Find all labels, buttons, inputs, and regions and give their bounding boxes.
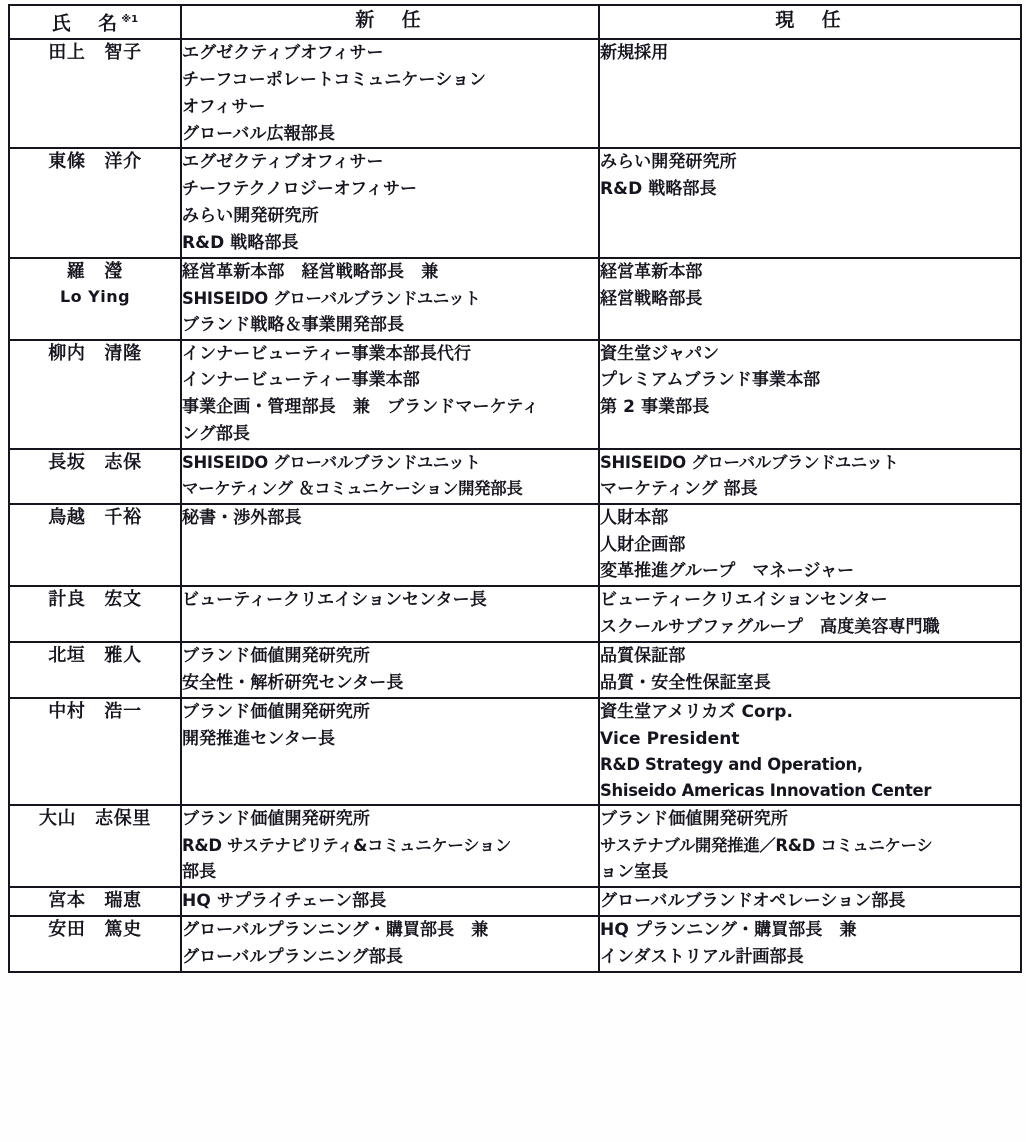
- person-name-japanese: 宮本 瑞恵: [48, 889, 142, 911]
- position-line: SHISEIDO グローバルブランドユニット: [182, 452, 481, 472]
- position-line: みらい開発研究所: [182, 206, 319, 227]
- person-name-japanese: 北垣 雅人: [48, 645, 142, 667]
- current-position-cell: [599, 698, 1021, 806]
- position-line: 事業企画・管理部長 兼 ブランドマーケティ: [182, 397, 540, 418]
- position-line: 経営戦略部長: [600, 288, 703, 309]
- column-header-new-position: [181, 5, 599, 39]
- position-line: エグゼクティブオフィサー: [182, 152, 384, 173]
- position-line: R&D 戦略部長: [600, 179, 717, 200]
- new-position-cell: [181, 642, 599, 698]
- position-line: HQ サプライチェーン部長: [182, 890, 387, 911]
- position-line: 品質・安全性保証室長: [600, 672, 771, 693]
- position-line: チーフテクノロジーオフィサー: [182, 179, 418, 200]
- position-line: 資生堂ジャパン: [600, 343, 720, 364]
- position-line: 第 2 事業部長: [600, 397, 710, 418]
- person-name-cell: [9, 916, 181, 972]
- current-position-cell: [599, 504, 1021, 587]
- table-row: [9, 148, 1021, 257]
- position-line: Vice President: [600, 728, 740, 749]
- new-position-cell: [181, 887, 599, 916]
- position-line: 新規採用: [600, 43, 669, 63]
- personnel-table: [8, 4, 1022, 973]
- position-line: 経営革新本部: [600, 261, 703, 282]
- position-line: ブランド価値開発研究所: [182, 646, 370, 667]
- person-name-cell: [9, 805, 181, 887]
- position-line: プレミアムブランド事業本部: [600, 370, 821, 391]
- current-position-cell: [599, 887, 1021, 916]
- person-name-cell: [9, 504, 181, 587]
- position-line: 安全性・解析研究センター長: [182, 672, 404, 693]
- new-position-cell: [181, 340, 599, 449]
- position-line: SHISEIDO グローバルブランドユニット: [600, 452, 899, 472]
- position-line: ョン室長: [600, 862, 669, 883]
- position-line: 変革推進グループ マネージャー: [600, 561, 855, 582]
- position-line: ブランド価値開発研究所: [600, 809, 788, 830]
- position-line: 人財企画部: [600, 534, 686, 555]
- position-line: グローバルプランニング部長: [182, 946, 403, 967]
- new-position-cell: [181, 916, 599, 972]
- person-name-japanese: 大山 志保里: [38, 808, 152, 830]
- table-header: [9, 5, 1021, 39]
- table-row: [9, 449, 1021, 504]
- position-line: 秘書・渉外部長: [182, 507, 302, 528]
- table-row: [9, 887, 1021, 916]
- column-header-name: [9, 5, 181, 39]
- new-position-cell: [181, 258, 599, 340]
- position-line: 品質保証部: [600, 646, 686, 667]
- person-name-cell: [9, 258, 181, 340]
- position-line: SHISEIDO グローバルブランドユニット: [182, 288, 481, 308]
- position-line: マーケティング 部長: [600, 478, 758, 499]
- person-name-cell: [9, 642, 181, 698]
- person-name-cell: [9, 340, 181, 449]
- position-line: グローバル広報部長: [182, 123, 335, 144]
- person-name-japanese: 鳥越 千裕: [48, 506, 142, 528]
- position-line: R&D 戦略部長: [182, 233, 299, 254]
- table-row: [9, 39, 1021, 148]
- person-name-japanese: 安田 篤史: [48, 918, 142, 940]
- position-line: マーケティング ＆コミュニケーション開発部長: [182, 478, 523, 498]
- person-name-japanese: 計良 宏文: [48, 589, 142, 611]
- footnote-marker: ※1: [121, 14, 139, 25]
- person-name-romaji: Lo Ying: [59, 286, 131, 306]
- person-name-cell: [9, 887, 181, 916]
- position-line: ブランド価値開発研究所: [182, 701, 370, 722]
- position-line: HQ プランニング・購買部長 兼: [600, 919, 857, 940]
- position-line: ビューティークリエイションセンター長: [182, 590, 487, 611]
- table-body: [9, 39, 1021, 972]
- position-line: 資生堂アメリカズ Corp.: [600, 701, 794, 722]
- current-position-cell: [599, 340, 1021, 449]
- position-line: チーフコーポレートコミュニケーション: [182, 69, 487, 90]
- position-line: R&D サステナビリティ&コミュニケーション: [182, 836, 512, 856]
- current-position-cell: [599, 586, 1021, 642]
- new-position-cell: [181, 148, 599, 257]
- table-row: [9, 642, 1021, 698]
- position-line: グローバルブランドオペレーション部長: [600, 890, 906, 911]
- table-row: [9, 586, 1021, 642]
- table-row: [9, 698, 1021, 806]
- position-line: インナービューティー事業本部長代行: [182, 343, 472, 364]
- new-position-cell: [181, 698, 599, 806]
- position-line: グローバルプランニング・購買部長 兼: [182, 919, 489, 940]
- position-line: インナービューティー事業本部: [182, 370, 420, 391]
- position-line: Shiseido Americas Innovation Center: [600, 781, 932, 801]
- current-position-cell: [599, 805, 1021, 887]
- position-line: スクールサブファグループ 高度美容専門職: [600, 617, 940, 638]
- position-line: 経営革新本部 経営戦略部長 兼: [182, 261, 439, 282]
- new-position-cell: [181, 805, 599, 887]
- position-line: オフィサー: [182, 96, 266, 117]
- person-name-japanese: 東條 洋介: [48, 151, 142, 173]
- column-header-current-position: [599, 5, 1021, 39]
- column-header-new-position-label: 新 任: [355, 9, 425, 31]
- new-position-cell: [181, 504, 599, 587]
- position-line: 開発推進センター長: [182, 728, 336, 749]
- person-name-cell: [9, 698, 181, 806]
- position-line: 人財本部: [600, 507, 669, 528]
- position-line: ブランド戦略＆事業開発部長: [182, 314, 405, 335]
- new-position-cell: [181, 586, 599, 642]
- position-line: インダストリアル計画部長: [600, 946, 804, 967]
- person-name-cell: [9, 449, 181, 504]
- position-line: ビューティークリエイションセンター: [600, 590, 888, 611]
- new-position-cell: [181, 39, 599, 148]
- column-header-name-label: 氏 名: [51, 12, 122, 35]
- position-line: サステナブル開発推進／R&D コミュニケーシ: [600, 836, 933, 856]
- person-name-japanese: 羅 瀅: [66, 260, 124, 282]
- current-position-cell: [599, 449, 1021, 504]
- current-position-cell: [599, 258, 1021, 340]
- current-position-cell: [599, 148, 1021, 257]
- position-line: みらい開発研究所: [600, 152, 737, 173]
- person-name-japanese: 長坂 志保: [48, 451, 142, 473]
- current-position-cell: [599, 642, 1021, 698]
- person-name-japanese: 中村 浩一: [48, 700, 142, 722]
- position-line: 部長: [182, 862, 217, 883]
- table-row: [9, 504, 1021, 587]
- person-name-cell: [9, 586, 181, 642]
- position-line: ング部長: [182, 424, 250, 445]
- table-row: [9, 916, 1021, 972]
- position-line: エグゼクティブオフィサー: [182, 43, 384, 63]
- person-name-cell: [9, 39, 181, 148]
- column-header-current-position-label: 現 任: [775, 9, 845, 31]
- header-row: [9, 5, 1021, 39]
- new-position-cell: [181, 449, 599, 504]
- person-name-cell: [9, 148, 181, 257]
- table-row: [9, 258, 1021, 340]
- person-name-japanese: 田上 智子: [48, 42, 142, 63]
- person-name-japanese: 柳内 清隆: [48, 342, 142, 364]
- current-position-cell: [599, 39, 1021, 148]
- position-line: ブランド価値開発研究所: [182, 809, 370, 830]
- position-line: R&D Strategy and Operation,: [600, 755, 863, 775]
- table-row: [9, 805, 1021, 887]
- current-position-cell: [599, 916, 1021, 972]
- table-row: [9, 340, 1021, 449]
